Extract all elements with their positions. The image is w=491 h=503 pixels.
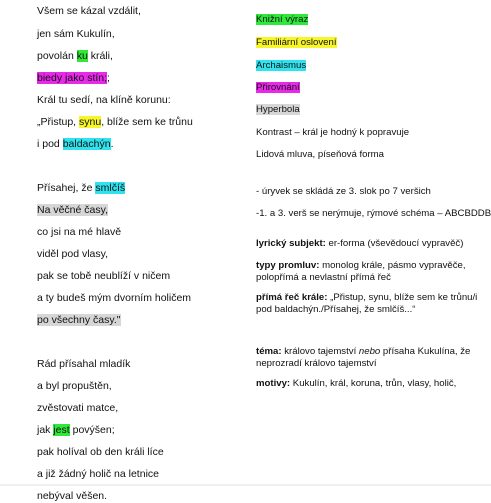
legend-item — [256, 104, 300, 116]
note-prima-rec: přímá řeč krále: „Přistup, synu, blíže sem ke trůnu/i — [256, 292, 478, 303]
poem-line — [37, 204, 108, 217]
poem-text: Král tu sedí, na klíně korunu: — [37, 94, 171, 106]
legend-label: Knižní výraz — [256, 14, 309, 25]
highlight-knizni: jest — [53, 424, 70, 436]
poem-line — [37, 226, 121, 239]
note-typy-promluv-cont: polopřímá a nevlastní přímá řeč — [256, 272, 391, 283]
legend-item — [256, 14, 308, 26]
poem-line — [37, 28, 115, 41]
highlight-archaismus: smlčíš — [95, 182, 126, 194]
poem-line — [37, 292, 191, 305]
page-bottom-rule — [0, 484, 491, 486]
poem-text: a ty budeš mým dvorním holičem — [37, 292, 192, 304]
poem-line — [37, 358, 130, 371]
note-lidova-mluva: Lidová mluva, píseňová forma — [256, 149, 384, 160]
poem-text: povýšen; — [69, 424, 115, 436]
poem-text: i pod — [37, 138, 63, 150]
poem-text: jak — [37, 424, 54, 436]
note-typy-promluv: typy promluv: monolog krále, pásmo vypravěče, — [256, 260, 466, 271]
note-tema-cont: neprozradí královo tajemství — [256, 358, 377, 369]
poem-line — [37, 402, 118, 415]
poem-line — [37, 138, 113, 151]
poem-line — [37, 424, 115, 437]
poem-text: jen sám Kukulín, — [37, 28, 115, 40]
note-prima-rec-cont: pod baldachýn./Přísahej, že smlčíš...“ — [256, 304, 416, 315]
poem-text: . — [110, 138, 114, 150]
poem-text: a již žádný holič na letnice — [37, 468, 159, 480]
poem-line — [37, 446, 164, 459]
poem-line — [37, 314, 121, 327]
highlight-archaismus: baldachýn — [62, 138, 111, 150]
poem-text: a byl propuštěn, — [37, 380, 112, 392]
note-rymove-schema: -1. a 3. verš se nerýmuje, rýmové schéma – ABCBDDB — [256, 208, 491, 219]
poem-line: biedy jako stín;; — [37, 72, 110, 84]
poem-text: Přísahej, že — [37, 182, 96, 194]
note-kontrast: Kontrast – král je hodný k popravuje — [256, 127, 410, 138]
poem-text: viděl pod vlasy, — [37, 248, 109, 260]
poem-text: nebýval věšen. — [37, 490, 108, 502]
poem-line — [37, 468, 159, 481]
poem-line — [37, 116, 193, 129]
highlight-prirovnani: biedy jako stín; — [37, 72, 108, 84]
legend-item — [256, 60, 306, 72]
legend-label: Hyperbola — [256, 104, 300, 115]
legend-item — [256, 82, 300, 94]
poem-line — [37, 490, 107, 503]
note-motivy: motivy: Kukulín, král, koruna, trůn, vlasy, holič, — [256, 378, 457, 389]
poem-line — [37, 182, 125, 195]
note-uryvek: - úryvek se skládá ze 3. slok po 7 veršich — [256, 186, 431, 197]
poem-text: pak se tobě neublíží v ničem — [37, 270, 171, 282]
poem-line — [37, 270, 170, 283]
poem-text: pak holíval ob den králi líce — [37, 446, 164, 458]
legend-label: Familiární oslovení — [256, 37, 337, 48]
highlight-hyperbola: Na věčné časy, — [37, 204, 109, 216]
poem-text: Všem se kázal vzdálit, — [37, 5, 141, 17]
poem-text: Rád přísahal mladík — [37, 358, 131, 370]
poem-line — [37, 94, 171, 107]
highlight-familiarni: synu — [79, 116, 102, 128]
legend-label: Přirovnání — [256, 82, 300, 93]
poem-text: , blíže sem ke trůnu — [101, 116, 193, 128]
poem-line — [37, 248, 108, 261]
legend-item — [256, 37, 337, 49]
poem-line — [37, 380, 112, 393]
poem-text: králi, — [87, 50, 113, 62]
poem-text: co jsi na mé hlavě — [37, 226, 122, 238]
poem-text: povolán — [37, 50, 77, 62]
legend-label: Archaismus — [256, 60, 307, 71]
poem-line — [37, 5, 141, 18]
poem-line — [37, 50, 113, 63]
note-lyricky-subjekt: lyrický subjekt: er-forma (vševědoucí vypravěč) — [256, 238, 464, 249]
highlight-hyperbola: po všechny časy." — [37, 314, 121, 326]
poem-text: zvěstovati matce, — [37, 402, 119, 414]
highlight-knizni: ku — [76, 50, 88, 62]
note-tema: téma: královo tajemství nebo přísaha Kukulína, že — [256, 346, 471, 357]
poem-text: „Přistup, — [37, 116, 80, 128]
